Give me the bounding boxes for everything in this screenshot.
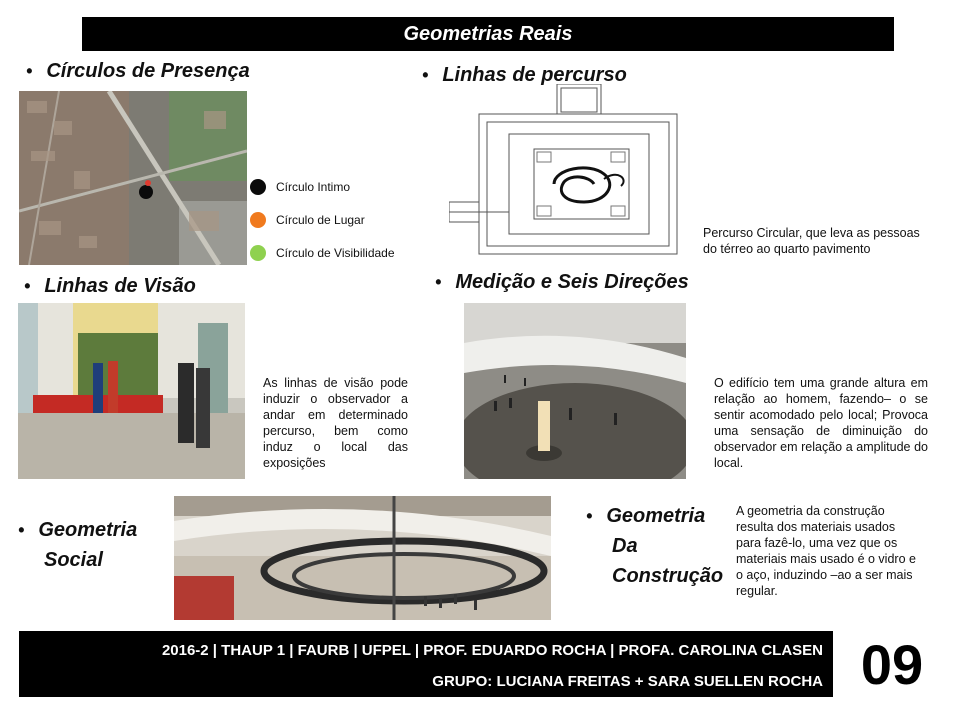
footer-group-info: GRUPO: LUCIANA FREITAS + SARA SUELLEN ROCHA [432, 673, 823, 690]
heading-circulos: • Círculos de Presença [26, 60, 250, 82]
exhibition-photo [18, 303, 245, 479]
footer-bar [19, 631, 833, 697]
heading-social: • Geometria Social [18, 519, 138, 571]
title-bar [82, 17, 894, 51]
satellite-map-image [19, 91, 247, 265]
bullet-icon: • [18, 520, 25, 540]
legend-item-intimo: Círculo Intimo [250, 176, 395, 198]
medicao-caption: O edifício tem uma grande altura em relação ao homem, fazendo– o se sentir acomodado pelo local; Provoca uma sensação de diminuição do observador em relação a amplitude do local. [714, 376, 928, 470]
bullet-icon: • [435, 272, 442, 292]
construcao-caption: A geometria da construção resulta dos materiais usados para fazê-lo, uma vez que os materiais mais usado é o vidro e o aço, induzindo –ao a ser mais regular. [736, 504, 916, 598]
atrium-photo [464, 303, 686, 479]
spiral-ramp-photo [174, 496, 551, 620]
bullet-icon: • [586, 506, 593, 526]
legend-item-lugar: Círculo de Lugar [250, 209, 395, 231]
floor-plan-drawing [449, 84, 699, 260]
green-circle-icon [250, 245, 266, 261]
orange-circle-icon [250, 212, 266, 228]
page-title: Geometrias Reais [403, 22, 573, 45]
black-circle-icon [250, 179, 266, 195]
page-number: 09 [860, 633, 924, 696]
presence-legend [250, 176, 395, 264]
percurso-caption: Percurso Circular, que leva as pessoas do térreo ao quarto pavimento [703, 226, 920, 256]
heading-medicao: • Medição e Seis Direções [435, 271, 689, 293]
legend-item-visibilidade: Círculo de Visibilidade [250, 242, 395, 264]
visao-caption: As linhas de visão pode induzir o observador a andar em determinado percurso, bem como induz o local das exposições [263, 376, 408, 470]
bullet-icon: • [24, 276, 31, 296]
bullet-icon: • [26, 61, 33, 81]
heading-visao: • Linhas de Visão [24, 275, 196, 297]
bullet-icon: • [422, 65, 429, 85]
heading-percurso: • Linhas de percurso [422, 64, 627, 86]
footer-course-info: 2016-2 | THAUP 1 | FAURB | UFPEL | PROF. EDUARDO ROCHA | PROFA. CAROLINA CLASEN [161, 642, 823, 659]
heading-construcao: • Geometria Da Construção [586, 505, 724, 587]
